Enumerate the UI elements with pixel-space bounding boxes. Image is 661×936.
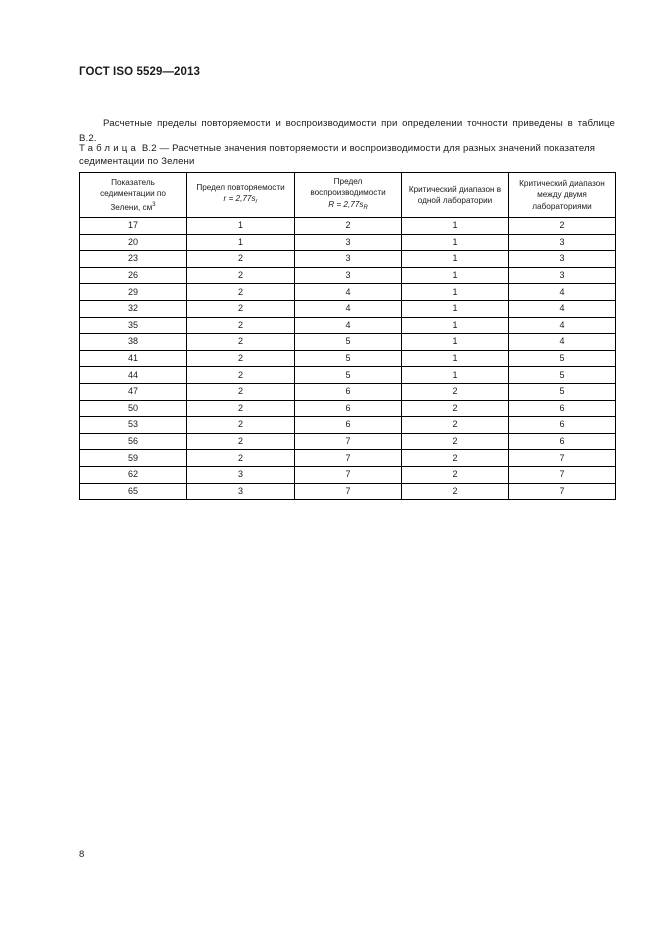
table-cell: 3 [509,234,616,251]
table-row [80,334,616,351]
table-row [80,400,616,417]
table-cell: 2 [402,433,509,450]
table-row [80,300,616,317]
table-cell: 2 [509,218,616,235]
table-body [80,218,616,500]
table-cell: 7 [509,483,616,500]
table-row [80,234,616,251]
table-row [80,284,616,301]
table-cell: 3 [509,251,616,268]
column-header-repeatability: Предел повторяемости $r = 2,77s_r$ [187,173,295,218]
table-cell: 38 [80,334,187,351]
table-cell: 2 [402,417,509,434]
table-cell: 5 [509,350,616,367]
table-cell: 4 [295,317,402,334]
table-cell: 2 [187,284,295,301]
table-cell: 1 [402,218,509,235]
table-caption [79,143,615,168]
table-cell: 1 [187,234,295,251]
table-row [80,251,616,268]
table-cell: 35 [80,317,187,334]
table-cell: 1 [402,350,509,367]
table-cell: 50 [80,400,187,417]
table-cell: 7 [295,450,402,467]
table-cell: 6 [295,417,402,434]
table-caption-label: Таблица [79,143,140,154]
table-cell: 32 [80,300,187,317]
page-number: 8 [79,849,85,860]
table-row [80,450,616,467]
table-cell: 3 [187,483,295,500]
table-cell: 20 [80,234,187,251]
table-cell: 59 [80,450,187,467]
table-cell: 26 [80,267,187,284]
table-cell: 2 [187,267,295,284]
column-header-critical-range-two-labs: Критический диапазон между двумя лабораториями [509,173,616,218]
table-cell: 5 [295,334,402,351]
table-row [80,218,616,235]
table-cell: 2 [187,433,295,450]
table-cell: 3 [295,234,402,251]
table-cell: 23 [80,251,187,268]
table-cell: 7 [295,483,402,500]
table-cell: 6 [295,383,402,400]
table-cell: 3 [295,267,402,284]
table-cell: 2 [402,400,509,417]
table-cell: 7 [509,466,616,483]
table-cell: 7 [295,433,402,450]
column-header-reproducibility: Предел воспроизводимости $R = 2,77s_R$ [295,173,402,218]
table-cell: 1 [402,300,509,317]
table-cell: 41 [80,350,187,367]
table-cell: 4 [509,334,616,351]
table-cell: 53 [80,417,187,434]
table-cell: 2 [187,383,295,400]
table-cell: 65 [80,483,187,500]
table-cell: 5 [509,367,616,384]
table-cell: 17 [80,218,187,235]
table-cell: 1 [402,367,509,384]
column-header-critical-range-single-lab: Критический диапазон в одной лаборатории [402,173,509,218]
table-cell: 4 [509,317,616,334]
table-cell: 6 [509,400,616,417]
table-cell: 2 [295,218,402,235]
table-cell: 7 [509,450,616,467]
table-cell: 2 [402,450,509,467]
table-cell: 2 [187,334,295,351]
table-cell: 2 [402,383,509,400]
data-table [79,172,616,500]
table-cell: 3 [187,466,295,483]
table-cell: 5 [295,367,402,384]
table-row [80,350,616,367]
table-header-row [80,173,616,218]
table-cell: 47 [80,383,187,400]
document-header: ГОСТ ISO 5529—2013 [79,66,201,78]
intro-paragraph: Расчетные пределы повторяемости и воспроизводимости при определении точности приведены в таблице В.2. [79,117,615,144]
table-row [80,267,616,284]
table-row [80,317,616,334]
table-cell: 2 [187,417,295,434]
table-cell: 2 [402,483,509,500]
table-caption-text: В.2 — Расчетные значения повторяемости и воспроизводимости для разных значений показателя седиментации по Зелени [79,143,596,167]
table-row [80,433,616,450]
table-row [80,367,616,384]
table-cell: 56 [80,433,187,450]
column-header-sedimentation: Показатель седиментации по Зелени, $см^3$ [80,173,187,218]
table-cell: 1 [187,218,295,235]
table-cell: 1 [402,251,509,268]
table-cell: 4 [509,300,616,317]
table-cell: 2 [187,367,295,384]
table-cell: 2 [187,317,295,334]
table-cell: 2 [402,466,509,483]
table-row [80,466,616,483]
table-cell: 6 [509,417,616,434]
table-cell: 5 [295,350,402,367]
table-cell: 1 [402,334,509,351]
table-cell: 2 [187,251,295,268]
table-row [80,417,616,434]
table-cell: 44 [80,367,187,384]
table-cell: 5 [509,383,616,400]
table-row [80,483,616,500]
table-cell: 6 [295,400,402,417]
table-cell: 4 [295,284,402,301]
table-cell: 29 [80,284,187,301]
table-cell: 1 [402,317,509,334]
table-cell: 1 [402,284,509,301]
table-cell: 2 [187,400,295,417]
table-cell: 2 [187,450,295,467]
table-cell: 1 [402,267,509,284]
table-cell: 7 [295,466,402,483]
table-cell: 4 [295,300,402,317]
table-cell: 2 [187,350,295,367]
table-cell: 1 [402,234,509,251]
table-cell: 4 [509,284,616,301]
table-cell: 3 [509,267,616,284]
table-cell: 2 [187,300,295,317]
table-cell: 62 [80,466,187,483]
table-cell: 3 [295,251,402,268]
table-cell: 6 [509,433,616,450]
table-row [80,383,616,400]
